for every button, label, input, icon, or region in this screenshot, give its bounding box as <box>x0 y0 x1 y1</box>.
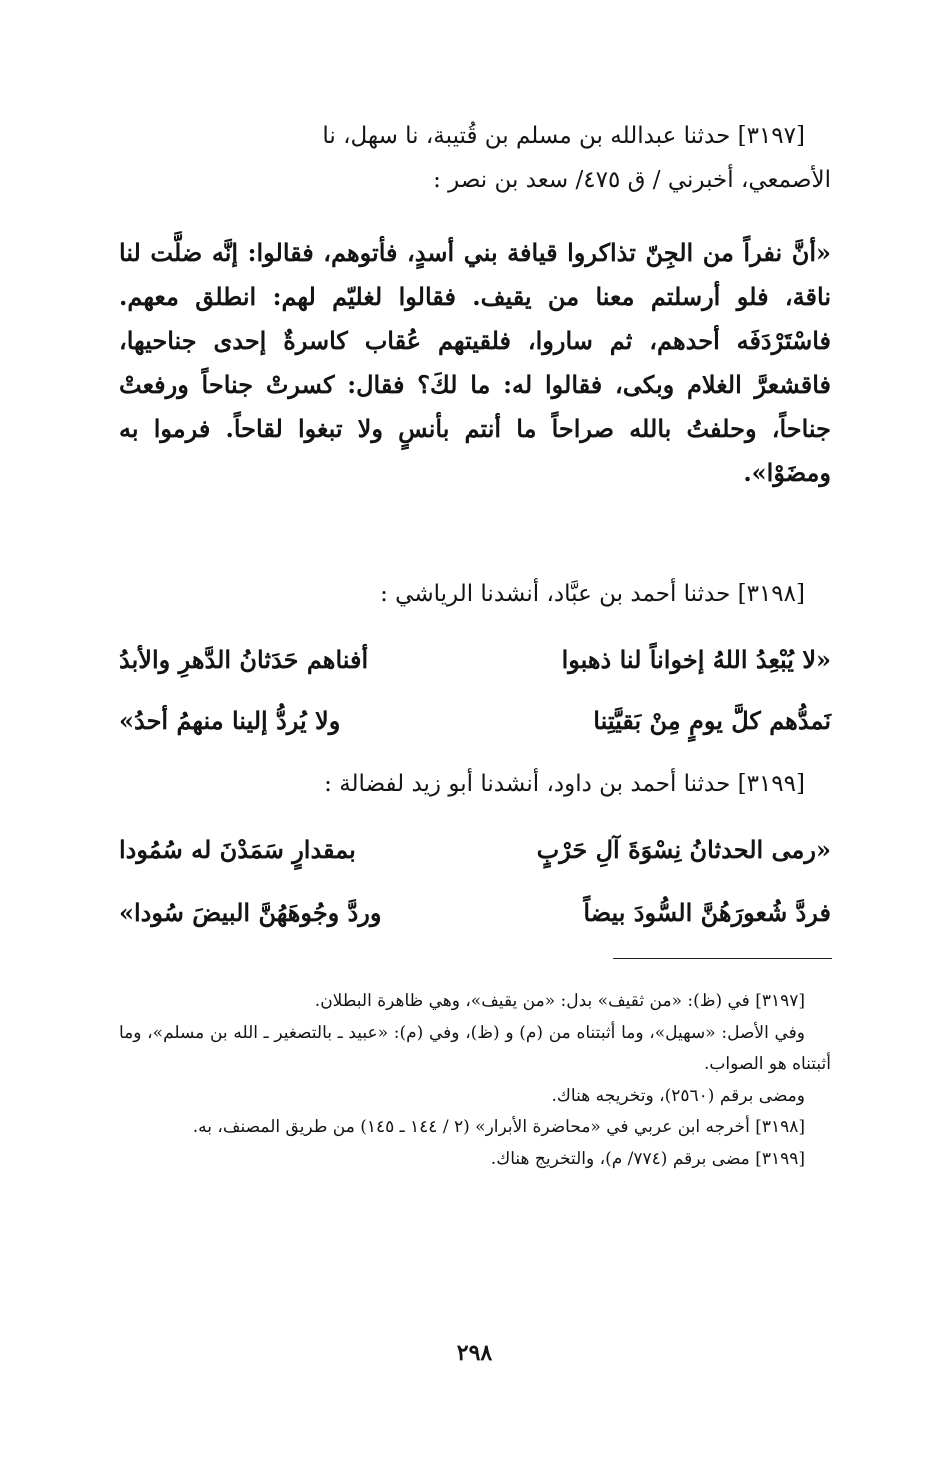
verse-hemistich: ولا يُردُّ إلينا منهمُ أحدُ» <box>119 705 341 735</box>
footnotes <box>119 986 831 1175</box>
entry-3197-isnad <box>119 114 831 202</box>
page-number: ٢٩٨ <box>456 1340 493 1366</box>
footnote: [٣١٩٩] مضى برقم (٧٧٤/ م)، والتخريج هناك. <box>490 1148 805 1169</box>
entry-3198-isnad <box>119 572 831 616</box>
verse-hemistich: «لا يُبْعِدُ اللهُ إخواناً لنا ذهبوا <box>561 644 831 674</box>
footnote-separator <box>613 958 832 959</box>
verse-line <box>119 694 831 746</box>
footnote: [٣١٩٨] أخرجه ابن عربي في «محاضرة الأبرار» (٢ / ١٤٤ ـ ١٤٥) من طريق المصنف، به. <box>192 1117 805 1137</box>
verse-hemistich: «رمى الحدثانُ نِسْوَةَ آلِ حَرْبٍ <box>536 834 831 864</box>
isnad-line: الأصمعي، أخبرني / ق ٤٧٥/ سعد بن نصر : <box>433 167 831 193</box>
isnad-line: [٣١٩٨] حدثنا أحمد بن عبَّاد، أنشدنا الرياشي : <box>380 581 805 607</box>
verse-line <box>119 886 831 938</box>
isnad-line: [٣١٩٩] حدثنا أحمد بن داود، أنشدنا أبو زيد لفضالة : <box>324 771 805 797</box>
entry-3197-text <box>119 231 831 495</box>
verse-line <box>119 633 831 685</box>
footnote: ومضى برقم (٢٥٦٠)، وتخريجه هناك. <box>551 1085 805 1106</box>
entry-3199-isnad <box>119 762 831 806</box>
verse-hemistich: بمقدارٍ سَمَدْنَ له سُمُودا <box>119 834 356 864</box>
verse-line <box>119 823 831 875</box>
verse-hemistich: نَمدُّهم كلَّ يومٍ مِنْ بَقيَّتِنا <box>593 705 831 735</box>
verse-hemistich: وردَّ وجُوهَهُنَّ البيضَ سُودا» <box>119 897 382 927</box>
verse-hemistich: فردَّ شُعورَهُنَّ السُّودَ بيضاً <box>583 897 831 927</box>
footnote: وفي الأصل: «سهيل»، وما أثبتناه من (م) و (ظ)، وفي (م): «عبيد ـ بالتصغير ـ الله بن مسلم»، وما أثبتناه هو الصواب. <box>119 1022 831 1074</box>
narration-text: «أنَّ نفراً من الجِنّ تذاكروا قيافة بني أسدٍ، فأتوهم، فقالوا: إنَّه ضلَّت لنا ناقة، فلو أرسلتم معنا من يقيف. فقالوا لغليّم لهم: انطلق معهم. فاسْتَرْدَفَه أحدهم، ثم ساروا، فلقيتهم عُقاب كاسرةٌ إحدى جناحيها، فاقشعرَّ الغلام وبكى، فقالوا له: ما لكَ؟ فقال: كسرتْ جناحاً ورفعتْ جناحاً، وحلفتُ بالله صراحاً ما أنتم بأنسٍ ولا تبغوا لقاحاً. فرموا به ومضَوْا». <box>119 238 832 487</box>
isnad-line: [٣١٩٧] حدثنا عبدالله بن مسلم بن قُتيبة، نا سهل، نا <box>322 123 805 149</box>
verse-hemistich: أفناهم حَدَثانُ الدَّهرِ والأبدُ <box>119 644 369 674</box>
footnote: [٣١٩٧] في (ظ): «من ثقيف» بدل: «من يقيف»، وهي ظاهرة البطلان. <box>314 991 805 1011</box>
